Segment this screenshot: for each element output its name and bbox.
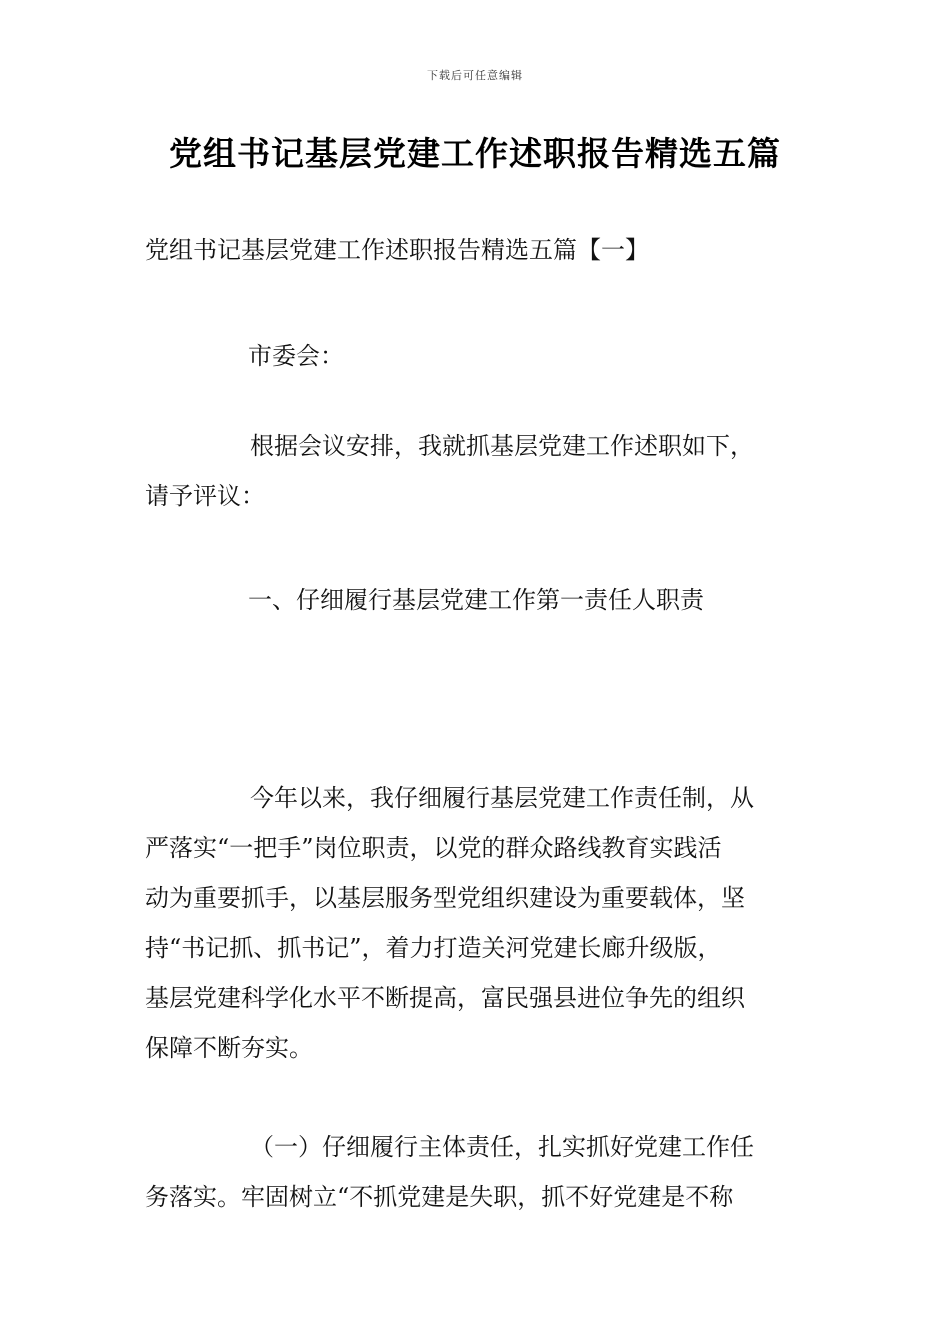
paragraph-line: 请予评议：: [145, 482, 265, 510]
header-note: 下载后可任意编辑: [427, 69, 523, 82]
paragraph-line: 务落实。牢固树立“不抓党建是失职，抓不好党建是不称: [145, 1183, 734, 1211]
paragraph-line: 今年以来，我仔细履行基层党建工作责任制，从: [250, 784, 754, 812]
paragraph-line: 保障不断夯实。: [145, 1034, 313, 1062]
intro-paragraph: [145, 421, 815, 521]
paragraph-line: 持“书记抓、抓书记”，着力打造关河党建长廊升级版，: [145, 934, 722, 962]
section-heading: 一、仔细履行基层党建工作第一责任人职责: [248, 586, 704, 614]
salutation: 市委会：: [248, 342, 344, 370]
paragraph-line: 基层党建科学化水平不断提高，富民强县进位争先的组织: [145, 984, 745, 1012]
document-title: 党组书记基层党建工作述职报告精选五篇: [169, 134, 781, 173]
main-paragraph: [145, 773, 815, 1073]
document-subtitle: 党组书记基层党建工作述职报告精选五篇【一】: [145, 236, 649, 264]
sub-paragraph: [145, 1122, 815, 1222]
paragraph-line: 严落实“一把手”岗位职责，以党的群众路线教育实践活: [145, 834, 722, 862]
paragraph-line: （一）仔细履行主体责任，扎实抓好党建工作任: [250, 1133, 754, 1161]
paragraph-line: 动为重要抓手，以基层服务型党组织建设为重要载体，坚: [145, 884, 745, 912]
paragraph-line: 根据会议安排，我就抓基层党建工作述职如下，: [250, 432, 754, 460]
